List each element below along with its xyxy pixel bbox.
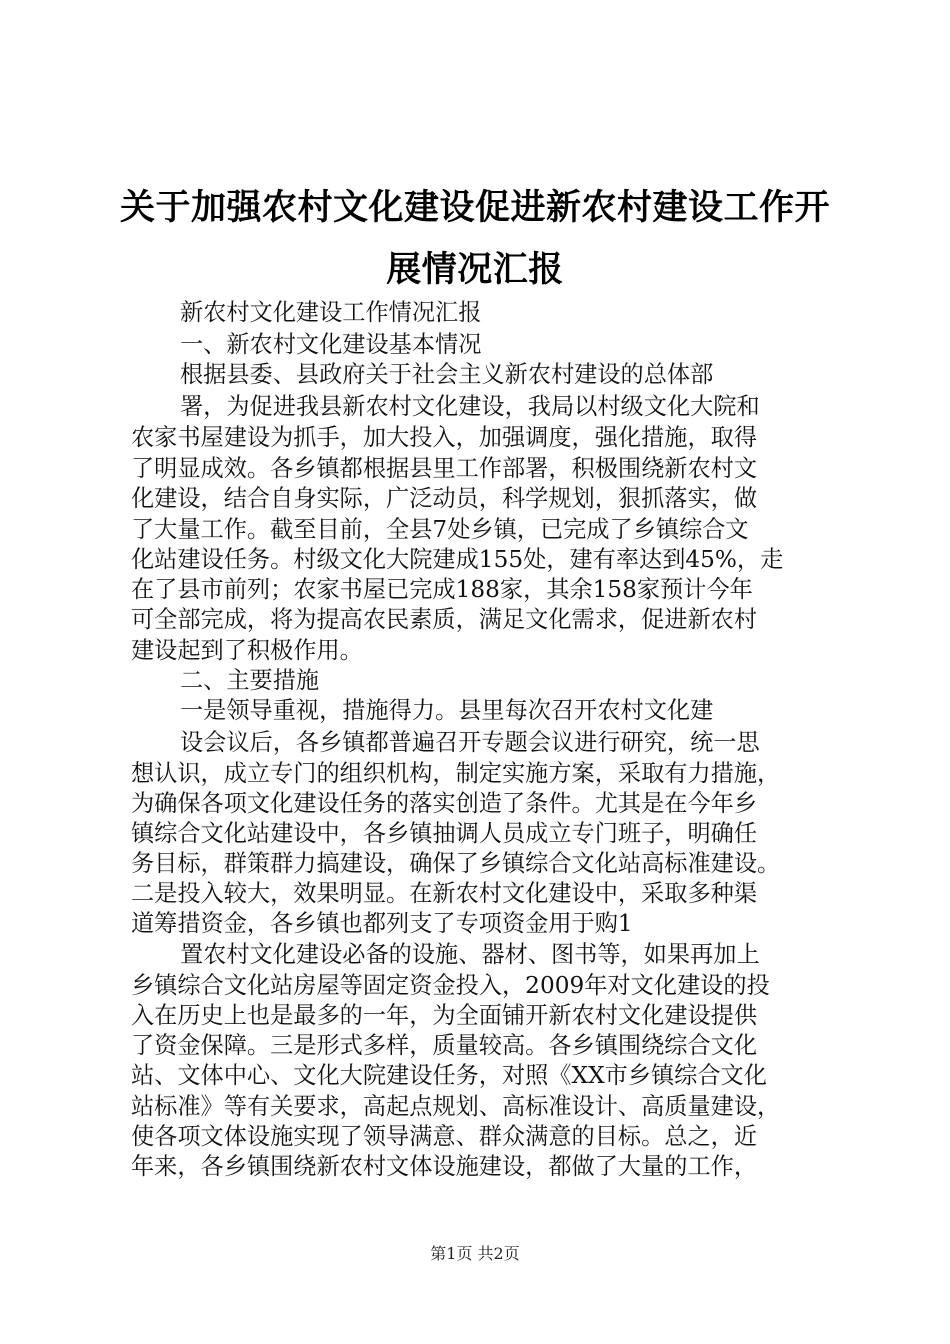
body-line: 了资金保障。三是形式多样，质量较高。各乡镇围绕综合文化 [131,1032,758,1059]
body-line: 务目标，群策群力搞建设，确保了乡镇综合文化站高标准建设。 [131,850,781,877]
body-line: 年来，各乡镇围绕新农村文体设施建设，都做了大量的工作， [131,1153,758,1180]
body-line: 设会议后，各乡镇都普遍召开专题会议进行研究，统一思 [180,729,760,756]
body-line: 了大量工作。截至目前，全县7处乡镇，已完成了乡镇综合文 [131,516,749,543]
document-title-line-2: 展情况汇报 [386,250,564,290]
body-line: 建设起到了积极作用。 [131,637,363,664]
body-line: 置农村文化建设必备的设施、器材、图书等，如果再加上 [180,941,760,968]
body-line: 入在历史上也是最多的一年，为全面铺开新农村文化建设提供 [131,1002,758,1029]
document-title-line-1: 关于加强农村文化建设促进新农村建设工作开 [119,188,830,228]
body-line: 农家书屋建设为抓手，加大投入，加强调度，强化措施，取得 [131,424,758,451]
body-line: 站标准》等有关要求，高起点规划、高标准设计、高质量建设， [131,1093,781,1120]
body-line: 在了县市前列；农家书屋已完成188家，其余158家预计今年 [131,576,753,603]
body-line: 二是投入较大，效果明显。在新农村文化建设中，采取多种渠 [131,880,758,907]
body-line: 站、文体中心、文化大院建设任务，对照《XX市乡镇综合文化 [131,1062,767,1089]
body-line: 一是领导重视，措施得力。县里每次召开农村文化建 [180,697,714,724]
body-line: 想认识，成立专门的组织机构，制定实施方案，采取有力措施， [131,760,781,787]
body-line: 镇综合文化站建设中，各乡镇抽调人员成立专门班子，明确任 [131,820,758,847]
body-line: 乡镇综合文化站房屋等固定资金投入，2009年对文化建设的投 [131,972,770,999]
body-line: 署，为促进我县新农村文化建设，我局以村级文化大院和 [180,393,760,420]
body-line: 可全部完成，将为提高农民素质，满足文化需求，促进新农村 [131,606,758,633]
body-line: 根据县委、县政府关于社会主义新农村建设的总体部 [180,361,714,388]
section-heading: 一、新农村文化建设基本情况 [180,331,482,358]
body-line: 新农村文化建设工作情况汇报 [180,299,482,326]
body-line: 化建设，结合自身实际，广泛动员，科学规划，狠抓落实，做 [131,485,758,512]
page-footer: 第1页 共2页 [430,1244,520,1263]
body-line: 化站建设任务。村级文化大院建成155处，建有率达到45%，走 [131,546,784,573]
body-line: 使各项文体设施实现了领导满意、群众满意的目标。总之，近 [131,1123,758,1150]
body-line: 道筹措资金，各乡镇也都列支了专项资金用于购1 [131,910,633,937]
body-line: 了明显成效。各乡镇都根据县里工作部署，积极围绕新农村文 [131,455,758,482]
body-line: 为确保各项文化建设任务的落实创造了条件。尤其是在今年乡 [131,790,758,817]
section-heading: 二、主要措施 [180,667,320,694]
